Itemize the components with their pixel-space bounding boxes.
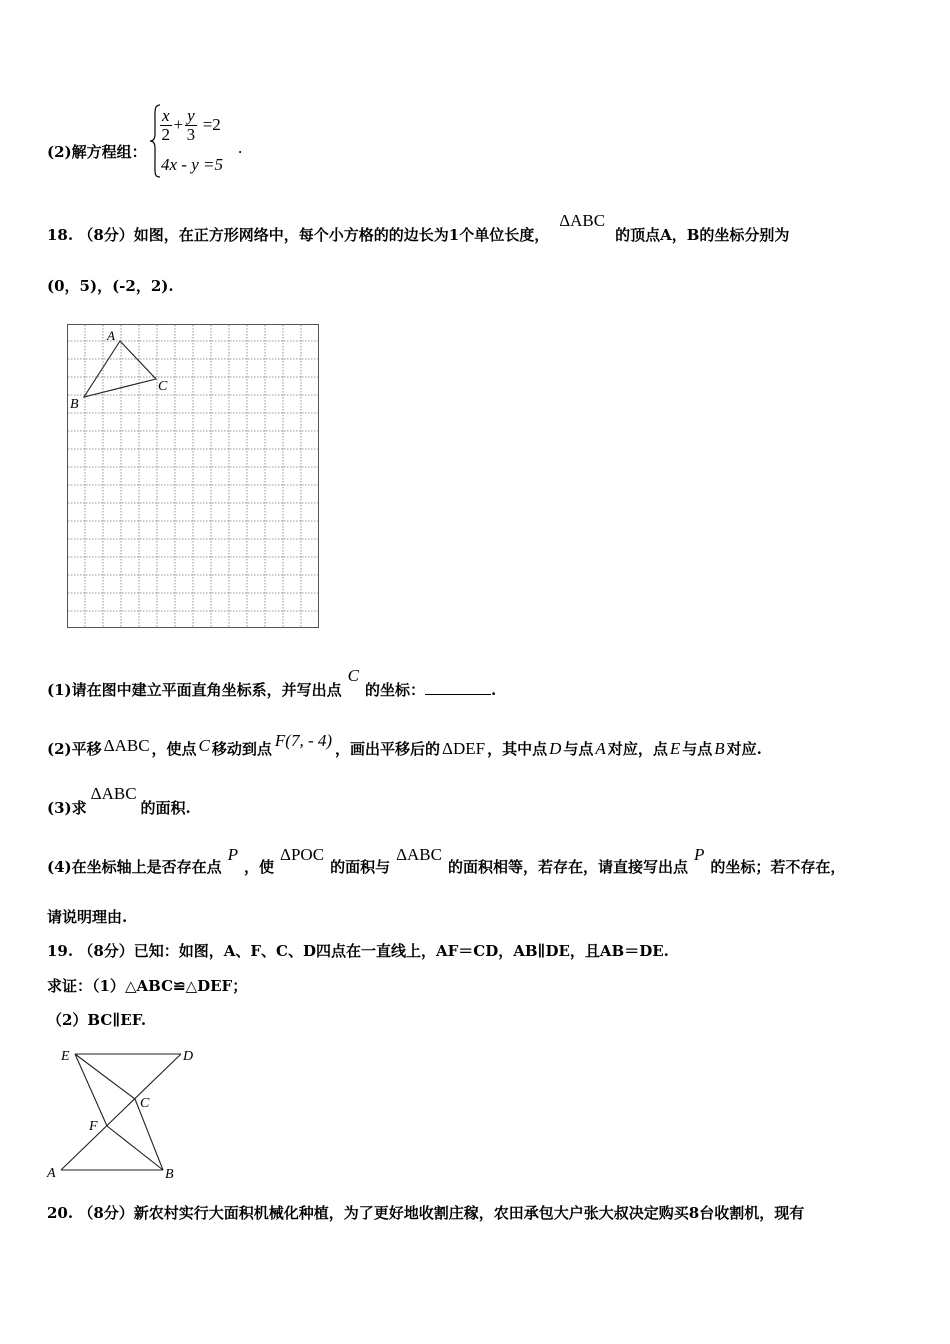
q19-line1: 19. （8分）已知：如图，A、F、C、D四点在一直线上，AF＝CD，AB∥DE，且AB＝DE. (47, 942, 669, 960)
label-b: B (165, 1167, 174, 1182)
q18-part3: (3)求ΔABC的面积. (47, 784, 191, 817)
label-d: D (183, 1049, 194, 1064)
label-c: C (158, 379, 168, 394)
label-f: F (89, 1119, 98, 1134)
q18-coords: (0，5)，(-2，2). (47, 277, 174, 295)
q18-intro: 18. （8分）如图，在正方形网络中，每个小方格的的边长为1个单位长度，ΔABC的顶点A，B的坐标分别为 (47, 211, 790, 244)
label-c: C (140, 1096, 150, 1111)
answer-blank (425, 680, 491, 695)
label-a: A (107, 328, 115, 343)
q18-part4-line2: 请说明理由. (47, 908, 128, 926)
label-a: A (47, 1166, 56, 1181)
equation-1: $\frac{x}{2}$ + $\frac{y}{3}$ =2 (161, 105, 221, 144)
q19-figure (45, 1040, 205, 1185)
label-b: B (70, 397, 79, 412)
grid-lines (68, 325, 318, 627)
q17-part2-label: (2)解方程组： (47, 143, 147, 161)
fraction-y-over-3: $\frac{y}{3}$ (186, 105, 196, 144)
q19-line3: （2）BC∥EF. (47, 1011, 147, 1029)
fraction-x-over-2: $\frac{x}{2}$ (161, 105, 171, 144)
grid-figure (67, 323, 319, 629)
equation-period: . (238, 138, 243, 157)
label-e: E (61, 1049, 70, 1064)
equation-2: 4x - y =5 (161, 155, 223, 174)
q19-line2: 求证：（1）△ABC≌△DEF； (47, 977, 248, 995)
triangle-abc (84, 341, 156, 397)
q18-part2: (2)平移 ΔABC ，使点 C 移动到点 F(7, - 4) ，画出平移后的 ΔDEF ，其中点 D 与点 A 对应，点 E 与点 B 对应. (47, 731, 762, 758)
q18-part1: (1)请在图中建立平面直角坐标系，并写出点C的坐标： . (47, 666, 497, 699)
q20-line1: 20. （8分）新农村实行大面积机械化种植，为了更好地收割庄稼，农田承包大户张大叔决定购买8台收割机，现有 (47, 1204, 805, 1222)
q18-part4: (4)在坐标轴上是否存在点P，使ΔPOC的面积与ΔABC的面积相等，若存在，请直接写出点P的坐标；若不存在， (47, 845, 846, 876)
